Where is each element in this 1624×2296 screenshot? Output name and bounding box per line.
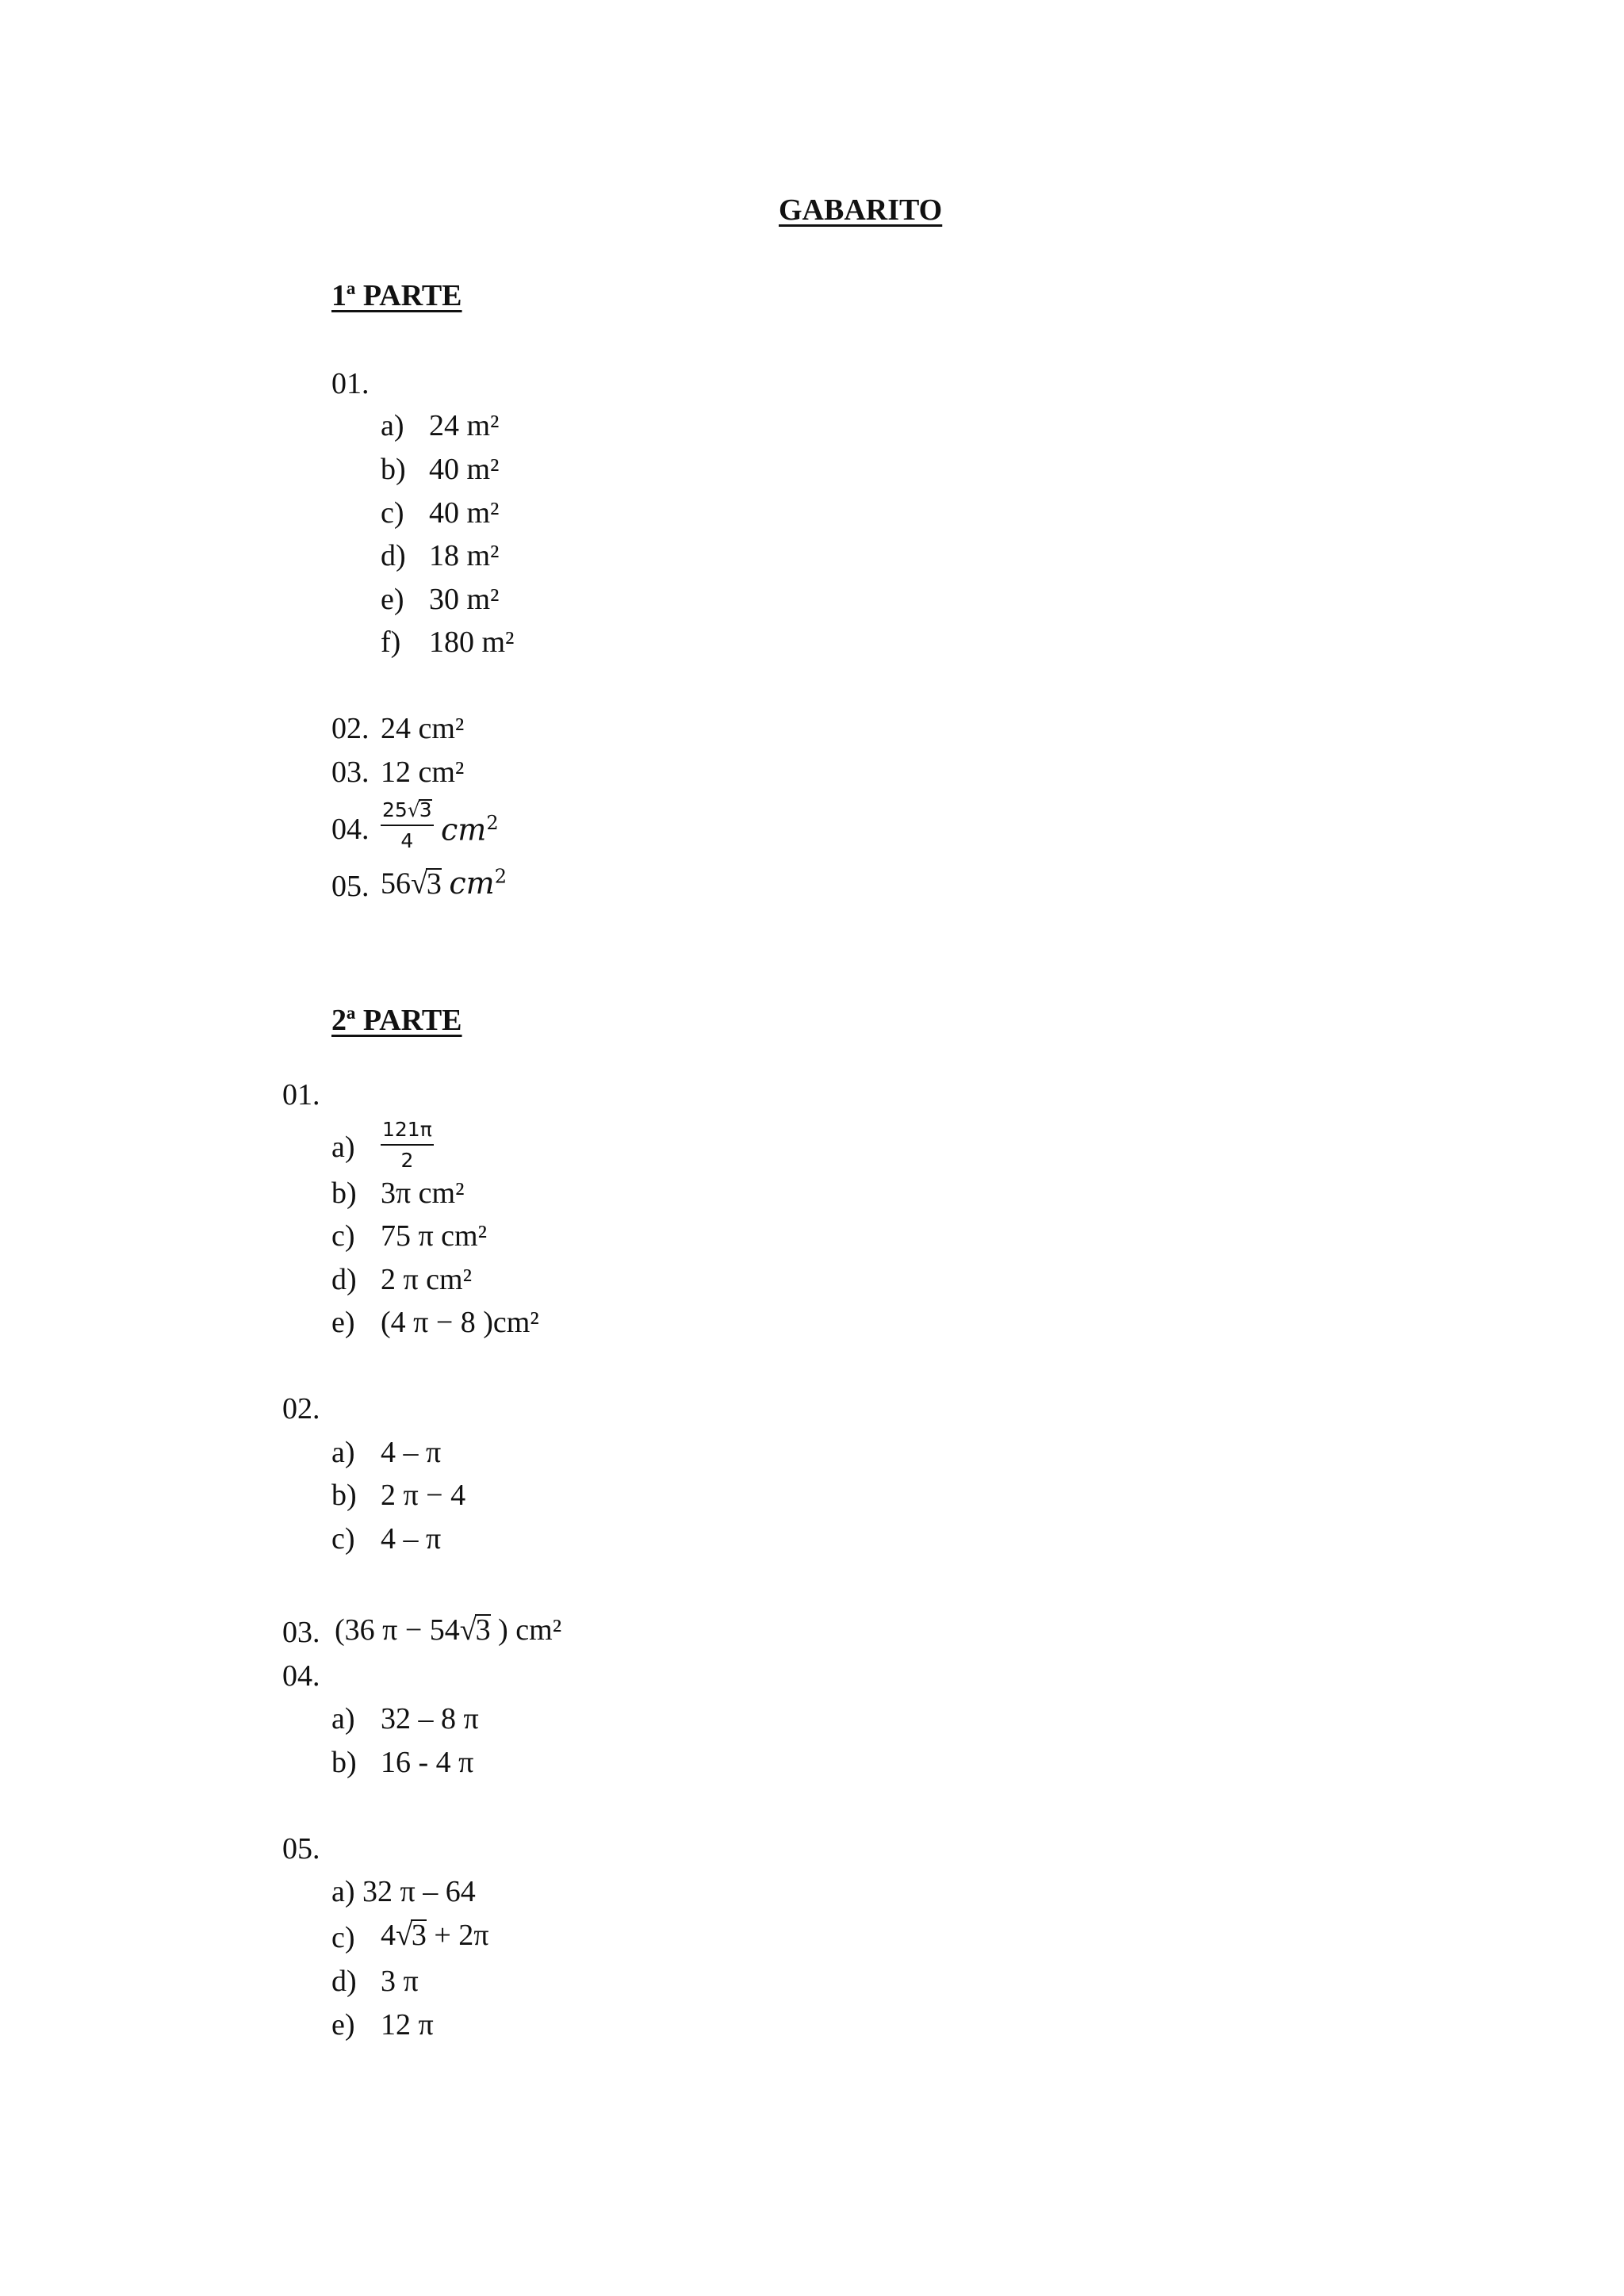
p2-q01-c-answer: 75 π cm² xyxy=(381,1219,488,1253)
p1-q01-c-answer: 40 m² xyxy=(429,496,500,530)
p2-q01-d-letter: d) xyxy=(331,1263,357,1296)
p2-q03-answer: (36 π − 54√3 ) cm² xyxy=(335,1613,562,1647)
p2-q02-number: 02. xyxy=(282,1392,320,1425)
p2-q04-number: 04. xyxy=(282,1659,320,1693)
p1-q01-f-answer: 180 m² xyxy=(429,626,515,659)
p2-q03-post: ) cm² xyxy=(490,1613,562,1647)
p1-q04-denominator: 4 xyxy=(400,829,414,852)
p1-q01-e-letter: e) xyxy=(381,583,404,616)
p2-q01-c-letter: c) xyxy=(331,1219,355,1253)
p1-q05-radicand: 3 xyxy=(426,867,442,901)
p2-q03-radicand: 3 xyxy=(475,1613,491,1647)
p1-q02-number: 02. xyxy=(331,712,370,745)
p2-q05-e-letter: e) xyxy=(331,2008,355,2042)
p2-q02-c-answer: 4 – π xyxy=(381,1522,442,1556)
p2-q02-a-letter: a) xyxy=(331,1436,355,1469)
page-title: GABARITO xyxy=(779,193,943,227)
p2-q05-e-answer: 12 π xyxy=(381,2008,434,2042)
p1-q01-d-answer: 18 m² xyxy=(429,539,500,572)
p1-q05-coef: 56 xyxy=(381,867,411,901)
p2-q01-a-letter: a) xyxy=(331,1131,355,1164)
p2-q04-a-answer: 32 – 8 π xyxy=(381,1702,479,1735)
p1-q04-radicand: 3 xyxy=(419,798,432,821)
part1-heading: 1ª PARTE xyxy=(331,279,462,312)
p1-q03-number: 03. xyxy=(331,756,370,789)
p1-q04-number: 04. xyxy=(331,813,370,846)
p1-q03-answer: 12 cm² xyxy=(381,756,465,789)
p1-q01-a-answer: 24 m² xyxy=(429,409,500,442)
p1-q05-unit: $cm^2$ xyxy=(449,865,507,901)
p1-q01-b-letter: b) xyxy=(381,453,406,486)
p2-q01-a-denominator: 2 xyxy=(400,1149,414,1172)
p2-q01-d-answer: 2 π cm² xyxy=(381,1263,473,1296)
p1-q01-d-letter: d) xyxy=(381,539,406,572)
p2-q01-number: 01. xyxy=(282,1078,320,1112)
p2-q05-c-letter: c) xyxy=(331,1921,355,1954)
p2-q01-a-numerator: 121π xyxy=(381,1119,434,1146)
p1-q02-answer: 24 cm² xyxy=(381,712,465,745)
part2-heading: 2ª PARTE xyxy=(331,1004,462,1037)
p2-q01-e-letter: e) xyxy=(331,1306,355,1339)
p2-q05-a-answer: a) 32 π – 64 xyxy=(331,1875,476,1908)
p1-q01-b-answer: 40 m² xyxy=(429,453,500,486)
p2-q04-b-letter: b) xyxy=(331,1746,357,1779)
p2-q02-b-answer: 2 π − 4 xyxy=(381,1479,466,1512)
p2-q03-number: 03. xyxy=(282,1616,320,1649)
p2-q02-a-answer: 4 – π xyxy=(381,1436,442,1469)
p2-q04-a-letter: a) xyxy=(331,1702,355,1735)
p1-q05-answer: 56√3 $cm^2$ xyxy=(381,865,507,901)
p2-q05-c-answer: 4√3 + 2π xyxy=(381,1919,489,1952)
p1-q04-numerator: 25 xyxy=(382,798,408,821)
p2-q02-b-letter: b) xyxy=(331,1479,357,1512)
p2-q04-b-answer: 16 - 4 π xyxy=(381,1746,474,1779)
p1-q05-number: 05. xyxy=(331,870,370,903)
p1-q04-fraction: $\frac{25√3}{4}$ xyxy=(382,798,432,852)
p1-q04-unit: $cm^2$ xyxy=(441,812,499,848)
p2-q01-e-answer: (4 π − 8 )cm² xyxy=(381,1306,539,1339)
p1-q01-e-answer: 30 m² xyxy=(429,583,500,616)
p2-q05-c-post: + 2π xyxy=(426,1919,489,1952)
p2-q05-c-radicand: 3 xyxy=(411,1919,427,1952)
p1-q01-f-letter: f) xyxy=(381,626,401,659)
p2-q05-d-letter: d) xyxy=(331,1965,357,1998)
p2-q01-b-answer: 3π cm² xyxy=(381,1177,465,1210)
p1-q01-a-letter: a) xyxy=(381,409,404,442)
p2-q01-b-letter: b) xyxy=(331,1177,357,1210)
p2-q03-pre: (36 π − 54 xyxy=(335,1613,460,1647)
p2-q05-c-coef: 4 xyxy=(381,1919,396,1952)
p2-q02-c-letter: c) xyxy=(331,1522,355,1556)
p2-q05-number: 05. xyxy=(282,1832,320,1866)
p1-q01-number: 01. xyxy=(331,367,370,400)
p1-q01-c-letter: c) xyxy=(381,496,404,530)
p2-q01-a-fraction xyxy=(381,1119,434,1170)
p2-q05-d-answer: 3 π xyxy=(381,1965,419,1998)
